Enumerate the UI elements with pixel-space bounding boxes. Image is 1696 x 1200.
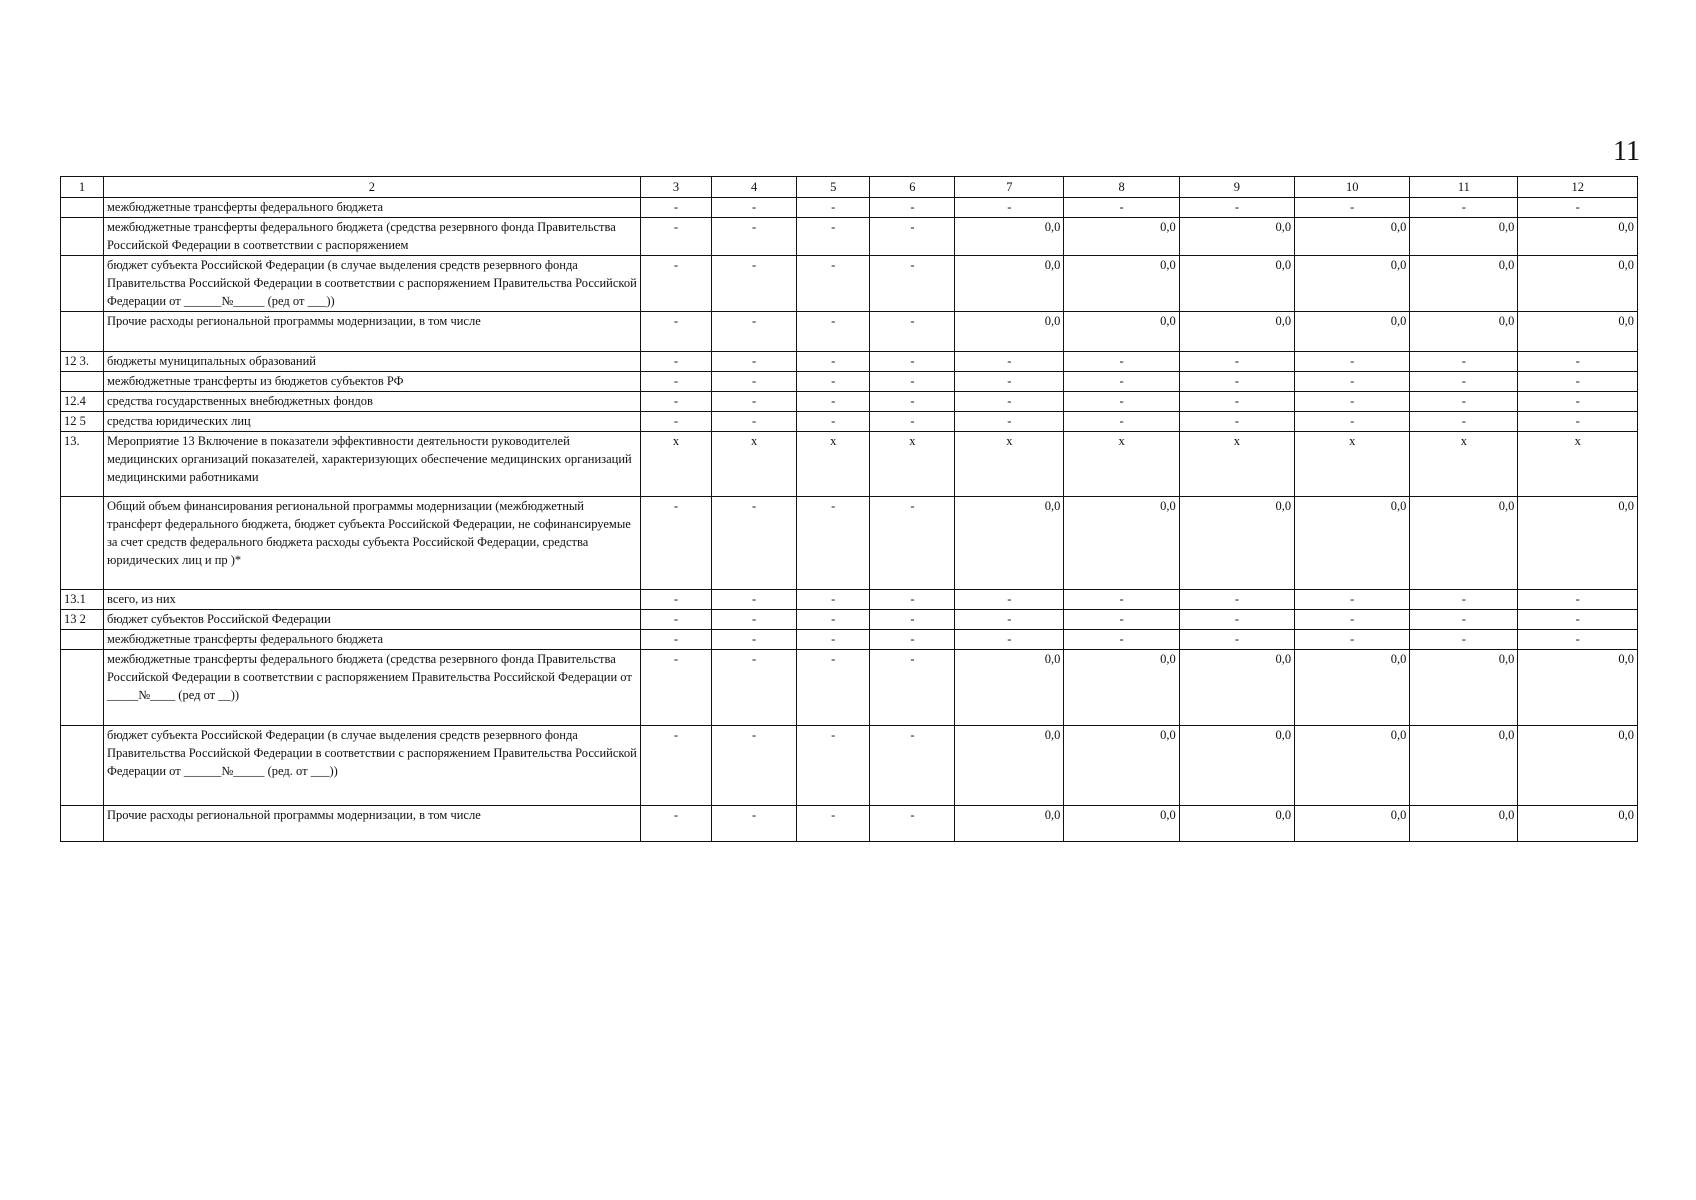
value-cell: - xyxy=(1410,392,1518,412)
row-number-cell xyxy=(61,256,104,312)
header-cell: 6 xyxy=(870,177,955,198)
value-cell: - xyxy=(640,372,711,392)
value-cell: - xyxy=(797,650,870,726)
value-cell: - xyxy=(870,630,955,650)
row-description-cell: Общий объем финансирования региональной программы модернизации (межбюджетный трансферт федерального бюджета, бюджет субъекта Российской Федерации, не софинансируемые за счет средств федерального бюджета расходы субъекта Российской Федерации, средства юридических лиц и пр )* xyxy=(103,497,640,590)
value-cell: - xyxy=(1518,352,1638,372)
value-cell: - xyxy=(1410,412,1518,432)
value-cell: - xyxy=(640,312,711,352)
table-row xyxy=(61,590,1638,610)
row-description-cell: Мероприятие 13 Включение в показатели эффективности деятельности руководителей медицинских организаций показателей, характеризующих обеспечение медицинских организаций медицинскими работниками xyxy=(103,432,640,497)
value-cell: - xyxy=(1410,630,1518,650)
value-cell: - xyxy=(1179,392,1294,412)
value-cell: 0,0 xyxy=(1064,650,1179,726)
table-row xyxy=(61,352,1638,372)
value-cell: - xyxy=(1179,630,1294,650)
row-number-cell xyxy=(61,630,104,650)
row-description-cell: средства государственных внебюджетных фондов xyxy=(103,392,640,412)
value-cell: - xyxy=(870,312,955,352)
table-row xyxy=(61,256,1638,312)
value-cell: - xyxy=(712,392,797,412)
value-cell: 0,0 xyxy=(955,497,1064,590)
header-cell: 4 xyxy=(712,177,797,198)
table-row xyxy=(61,218,1638,256)
value-cell: - xyxy=(1064,630,1179,650)
value-cell: - xyxy=(1179,372,1294,392)
header-cell: 7 xyxy=(955,177,1064,198)
value-cell: - xyxy=(640,198,711,218)
value-cell: 0,0 xyxy=(955,312,1064,352)
value-cell: - xyxy=(1064,352,1179,372)
value-cell: - xyxy=(955,198,1064,218)
value-cell: 0,0 xyxy=(955,256,1064,312)
value-cell: 0,0 xyxy=(955,218,1064,256)
value-cell: 0,0 xyxy=(1410,312,1518,352)
value-cell: - xyxy=(712,726,797,806)
value-cell: - xyxy=(1179,198,1294,218)
value-cell: - xyxy=(712,256,797,312)
row-description-cell: бюджет субъекта Российской Федерации (в случае выделения средств резервного фонда Правительства Российской Федерации в соответствии с распоряжением Правительства Российской Федерации от ______№_____ (ред от ___)) xyxy=(103,256,640,312)
value-cell: - xyxy=(797,497,870,590)
header-cell: 3 xyxy=(640,177,711,198)
value-cell: 0,0 xyxy=(1518,806,1638,842)
value-cell: - xyxy=(1410,198,1518,218)
value-cell: - xyxy=(1518,198,1638,218)
value-cell: - xyxy=(1295,610,1410,630)
value-cell: - xyxy=(1410,372,1518,392)
value-cell: - xyxy=(712,610,797,630)
value-cell: - xyxy=(955,590,1064,610)
value-cell: - xyxy=(870,726,955,806)
row-description-cell: Прочие расходы региональной программы модернизации, в том числе xyxy=(103,806,640,842)
value-cell: - xyxy=(797,630,870,650)
value-cell: - xyxy=(1295,352,1410,372)
value-cell: - xyxy=(1410,352,1518,372)
header-cell: 12 xyxy=(1518,177,1638,198)
row-number-cell xyxy=(61,198,104,218)
value-cell: - xyxy=(955,630,1064,650)
value-cell: - xyxy=(1295,372,1410,392)
value-cell: - xyxy=(1064,412,1179,432)
row-number-cell xyxy=(61,726,104,806)
value-cell: - xyxy=(797,806,870,842)
value-cell: 0,0 xyxy=(955,650,1064,726)
value-cell: - xyxy=(1295,198,1410,218)
value-cell: - xyxy=(797,590,870,610)
value-cell: 0,0 xyxy=(1295,312,1410,352)
value-cell: - xyxy=(797,412,870,432)
header-row xyxy=(61,177,1638,198)
value-cell: 0,0 xyxy=(1179,256,1294,312)
value-cell: - xyxy=(1064,392,1179,412)
value-cell: 0,0 xyxy=(1410,218,1518,256)
value-cell: - xyxy=(712,630,797,650)
table-row xyxy=(61,806,1638,842)
value-cell: - xyxy=(640,392,711,412)
value-cell: - xyxy=(797,352,870,372)
value-cell: - xyxy=(712,312,797,352)
value-cell: 0,0 xyxy=(1410,806,1518,842)
value-cell: 0,0 xyxy=(1179,312,1294,352)
header-cell: 9 xyxy=(1179,177,1294,198)
value-cell: - xyxy=(1179,412,1294,432)
value-cell: - xyxy=(797,198,870,218)
row-number-cell: 12 3. xyxy=(61,352,104,372)
table-row xyxy=(61,610,1638,630)
header-cell: 2 xyxy=(103,177,640,198)
row-description-cell: средства юридических лиц xyxy=(103,412,640,432)
row-number-cell xyxy=(61,497,104,590)
value-cell: 0,0 xyxy=(1179,218,1294,256)
table-row xyxy=(61,432,1638,497)
value-cell: - xyxy=(870,590,955,610)
value-cell: - xyxy=(797,610,870,630)
value-cell: - xyxy=(797,372,870,392)
value-cell: - xyxy=(797,218,870,256)
value-cell: - xyxy=(640,256,711,312)
table-row xyxy=(61,650,1638,726)
value-cell: 0,0 xyxy=(1179,806,1294,842)
value-cell: - xyxy=(870,218,955,256)
value-cell: - xyxy=(797,726,870,806)
value-cell: 0,0 xyxy=(1518,497,1638,590)
row-description-cell: межбюджетные трансферты федерального бюджета (средства резервного фонда Правительства Российской Федерации в соответствии с распоряжением Правительства Российской Федерации от _____№____ (ред от __)) xyxy=(103,650,640,726)
row-number-cell xyxy=(61,372,104,392)
row-description-cell: бюджет субъекта Российской Федерации (в случае выделения средств резервного фонда Правительства Российской Федерации в соответствии с распоряжением Правительства Российской Федерации от ______№_____ (ред. от ___)) xyxy=(103,726,640,806)
value-cell: - xyxy=(955,610,1064,630)
value-cell: - xyxy=(1064,590,1179,610)
value-cell: 0,0 xyxy=(1064,218,1179,256)
header-cell: 1 xyxy=(61,177,104,198)
value-cell: - xyxy=(1064,610,1179,630)
value-cell: - xyxy=(640,650,711,726)
row-description-cell: всего, из них xyxy=(103,590,640,610)
value-cell: 0,0 xyxy=(1064,312,1179,352)
value-cell: 0,0 xyxy=(1179,650,1294,726)
value-cell: 0,0 xyxy=(1295,806,1410,842)
value-cell: - xyxy=(1064,198,1179,218)
value-cell: - xyxy=(870,610,955,630)
value-cell: - xyxy=(1295,590,1410,610)
value-cell: 0,0 xyxy=(1518,218,1638,256)
value-cell: x xyxy=(870,432,955,497)
value-cell: - xyxy=(1295,412,1410,432)
value-cell: - xyxy=(1410,590,1518,610)
value-cell: - xyxy=(640,610,711,630)
budget-table xyxy=(60,176,1638,842)
row-number-cell xyxy=(61,312,104,352)
value-cell: 0,0 xyxy=(1295,218,1410,256)
header-cell: 5 xyxy=(797,177,870,198)
value-cell: 0,0 xyxy=(1295,256,1410,312)
value-cell: - xyxy=(1064,372,1179,392)
value-cell: - xyxy=(797,256,870,312)
row-description-cell: межбюджетные трансферты федерального бюджета xyxy=(103,630,640,650)
value-cell: - xyxy=(640,630,711,650)
value-cell: x xyxy=(712,432,797,497)
value-cell: - xyxy=(1179,610,1294,630)
value-cell: - xyxy=(797,392,870,412)
value-cell: 0,0 xyxy=(1064,256,1179,312)
value-cell: - xyxy=(640,806,711,842)
value-cell: - xyxy=(870,412,955,432)
row-description-cell: бюджет субъектов Российской Федерации xyxy=(103,610,640,630)
value-cell: - xyxy=(1518,630,1638,650)
value-cell: 0,0 xyxy=(1064,497,1179,590)
table-row xyxy=(61,630,1638,650)
value-cell: - xyxy=(1518,372,1638,392)
value-cell: 0,0 xyxy=(1295,650,1410,726)
table-row xyxy=(61,198,1638,218)
row-description-cell: бюджеты муниципальных образований xyxy=(103,352,640,372)
value-cell: 0,0 xyxy=(1064,806,1179,842)
value-cell: 0,0 xyxy=(1410,650,1518,726)
row-number-cell: 12 5 xyxy=(61,412,104,432)
value-cell: x xyxy=(1518,432,1638,497)
value-cell: - xyxy=(1518,610,1638,630)
value-cell: - xyxy=(1179,590,1294,610)
value-cell: - xyxy=(870,372,955,392)
table-row xyxy=(61,726,1638,806)
value-cell: x xyxy=(640,432,711,497)
value-cell: x xyxy=(1064,432,1179,497)
row-number-cell xyxy=(61,806,104,842)
row-number-cell xyxy=(61,218,104,256)
page-number: 11 xyxy=(1613,136,1640,167)
table-row xyxy=(61,372,1638,392)
value-cell: - xyxy=(640,412,711,432)
value-cell: - xyxy=(712,590,797,610)
value-cell: 0,0 xyxy=(1518,256,1638,312)
value-cell: - xyxy=(712,198,797,218)
value-cell: 0,0 xyxy=(1518,650,1638,726)
value-cell: - xyxy=(640,590,711,610)
value-cell: - xyxy=(712,372,797,392)
table-row xyxy=(61,412,1638,432)
value-cell: - xyxy=(870,256,955,312)
value-cell: - xyxy=(955,352,1064,372)
row-number-cell: 12.4 xyxy=(61,392,104,412)
value-cell: - xyxy=(955,392,1064,412)
value-cell: - xyxy=(1295,630,1410,650)
value-cell: x xyxy=(1179,432,1294,497)
value-cell: 0,0 xyxy=(1410,726,1518,806)
value-cell: - xyxy=(797,312,870,352)
row-number-cell: 13.1 xyxy=(61,590,104,610)
table-row xyxy=(61,312,1638,352)
value-cell: - xyxy=(1518,392,1638,412)
value-cell: - xyxy=(870,650,955,726)
value-cell: - xyxy=(640,218,711,256)
value-cell: x xyxy=(1295,432,1410,497)
header-cell: 10 xyxy=(1295,177,1410,198)
value-cell: 0,0 xyxy=(955,726,1064,806)
value-cell: - xyxy=(955,412,1064,432)
value-cell: - xyxy=(870,392,955,412)
table-row xyxy=(61,392,1638,412)
value-cell: - xyxy=(1518,590,1638,610)
value-cell: 0,0 xyxy=(1179,726,1294,806)
row-number-cell: 13 2 xyxy=(61,610,104,630)
value-cell: 0,0 xyxy=(1179,497,1294,590)
value-cell: x xyxy=(955,432,1064,497)
value-cell: 0,0 xyxy=(1518,312,1638,352)
table-row xyxy=(61,497,1638,590)
value-cell: 0,0 xyxy=(1295,726,1410,806)
header-cell: 8 xyxy=(1064,177,1179,198)
value-cell: - xyxy=(640,726,711,806)
value-cell: - xyxy=(1179,352,1294,372)
row-description-cell: межбюджетные трансферты федерального бюджета (средства резервного фонда Правительства Российской Федерации в соответствии с распоряжением xyxy=(103,218,640,256)
value-cell: - xyxy=(712,352,797,372)
row-number-cell xyxy=(61,650,104,726)
value-cell: x xyxy=(1410,432,1518,497)
value-cell: - xyxy=(640,352,711,372)
value-cell: x xyxy=(797,432,870,497)
value-cell: 0,0 xyxy=(1518,726,1638,806)
value-cell: 0,0 xyxy=(1410,256,1518,312)
value-cell: 0,0 xyxy=(1064,726,1179,806)
value-cell: 0,0 xyxy=(955,806,1064,842)
value-cell: - xyxy=(870,198,955,218)
value-cell: - xyxy=(712,806,797,842)
value-cell: - xyxy=(1518,412,1638,432)
row-number-cell: 13. xyxy=(61,432,104,497)
row-description-cell: межбюджетные трансферты из бюджетов субъектов РФ xyxy=(103,372,640,392)
value-cell: - xyxy=(640,497,711,590)
row-description-cell: Прочие расходы региональной программы модернизации, в том числе xyxy=(103,312,640,352)
value-cell: - xyxy=(870,806,955,842)
table-body xyxy=(61,198,1638,842)
value-cell: 0,0 xyxy=(1295,497,1410,590)
value-cell: - xyxy=(712,497,797,590)
value-cell: - xyxy=(870,497,955,590)
value-cell: - xyxy=(712,650,797,726)
row-description-cell: межбюджетные трансферты федерального бюджета xyxy=(103,198,640,218)
value-cell: 0,0 xyxy=(1410,497,1518,590)
value-cell: - xyxy=(712,412,797,432)
value-cell: - xyxy=(955,372,1064,392)
value-cell: - xyxy=(1295,392,1410,412)
value-cell: - xyxy=(870,352,955,372)
value-cell: - xyxy=(1410,610,1518,630)
header-cell: 11 xyxy=(1410,177,1518,198)
value-cell: - xyxy=(712,218,797,256)
